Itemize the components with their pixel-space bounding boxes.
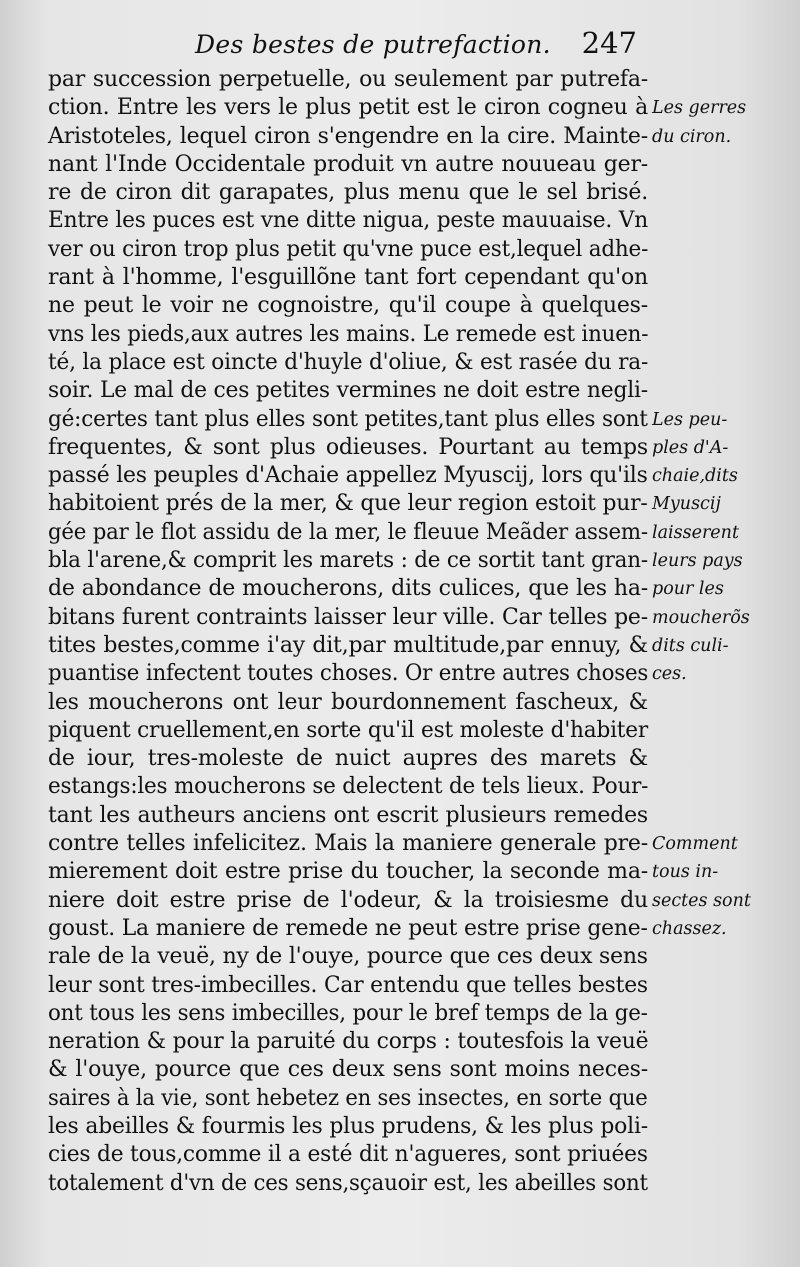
text-line: ne peut le voir ne cognoistre, qu'il coupe à quelques-: [48, 293, 648, 319]
text-line: neration & pour la paruité du corps : toutesfois la veuë: [48, 1029, 649, 1055]
text-line: nant l'Inde Occidentale produit vn autre nouueau ger-: [48, 151, 648, 177]
margin-note-line: Comment: [652, 834, 738, 855]
text-line: bitans furent contraints laisser leur ville. Car telles pe-: [48, 604, 648, 630]
margin-note: [652, 406, 792, 689]
margin-note-line: chaie,dits: [652, 466, 738, 487]
text-line: tites bestes,comme i'ay dit,par multitude,par ennuy, &: [48, 632, 648, 658]
main-text-column: [48, 66, 648, 1198]
margin-note-line: sectes sont: [652, 890, 751, 911]
text-line: les abeilles & fourmis les plus prudens, & les plus poli-: [48, 1113, 648, 1139]
margin-note-line: du ciron.: [652, 126, 732, 147]
margin-note-line: chassez.: [652, 918, 727, 939]
text-line: rale de la veuë, ny de l'ouye, pource que ces deux sens: [48, 944, 648, 970]
margin-note-line: tous in-: [652, 862, 719, 883]
margin-note-line: dits culi-: [652, 635, 729, 656]
margin-note-line: ples d'A-: [652, 437, 729, 458]
text-line: estangs:les moucherons se delectent de tels lieux. Pour-: [48, 774, 649, 800]
text-line: de abondance de moucherons, dits culices, que les ha-: [48, 576, 648, 602]
margin-note-line: pour les: [652, 579, 724, 600]
text-line: & l'ouye, pource que ces deux sens sont moins neces-: [48, 1057, 648, 1083]
text-line: té, la place est oincte d'huyle d'oliue, & est rasée du ra-: [48, 349, 649, 375]
text-line: de iour, tres-moleste de nuict aupres des marets &: [48, 746, 648, 772]
text-line: goust. La maniere de remede ne peut estre prise gene-: [48, 915, 648, 941]
margin-note: [652, 830, 792, 943]
text-line: niere doit estre prise de l'odeur, & la troisiesme du: [48, 887, 648, 913]
text-line: par succession perpetuelle, ou seulement par putrefa-: [48, 67, 648, 92]
text-line: totalement d'vn de ces sens,sçauoir est, les abeilles sont: [48, 1170, 648, 1196]
text-line: les moucherons ont leur bourdonnement fascheux, &: [48, 689, 648, 715]
margin-note-line: Les peu-: [652, 409, 728, 430]
text-line: Aristoteles, lequel ciron s'engendre en la cire. Mainte-: [48, 123, 648, 149]
text-line: mierement doit estre prise du toucher, la seconde ma-: [48, 859, 648, 885]
margin-note-line: laisserent: [652, 522, 739, 543]
margin-note: [652, 94, 792, 151]
margin-note-line: ces.: [652, 664, 687, 685]
margin-note-line: leurs pays: [652, 551, 743, 572]
text-line: soir. Le mal de ces petites vermines ne doit estre negli-: [48, 378, 648, 404]
text-line: cies de tous,comme il a esté dit n'agueres, sont priuées: [48, 1142, 648, 1168]
text-line: habitoient prés de la mer, & que leur region estoit pur-: [48, 491, 648, 517]
text-line: saires à la vie, sont hebetez en ses insectes, en sorte que: [48, 1085, 648, 1111]
text-line: leur sont tres-imbecilles. Car entendu que telles bestes: [48, 972, 648, 998]
text-line: vns les pieds,aux autres les mains. Le remede est inuen-: [48, 321, 649, 347]
text-line: ver ou ciron trop plus petit qu'vne puce est,lequel adhe-: [48, 236, 649, 262]
margin-note-line: moucherõs: [652, 607, 750, 628]
text-line: passé les peuples d'Achaie appellez Myuscij, lors qu'ils: [48, 463, 648, 489]
text-line: piquent cruellement,en sorte qu'il est moleste d'habiter: [48, 717, 649, 743]
text-line: ont tous les sens imbecilles, pour le bref temps de la ge-: [48, 1000, 648, 1026]
page-number: 247: [581, 26, 637, 60]
text-line: gée par le flot assidu de la mer, le fleuue Meãder assem-: [48, 519, 648, 545]
text-line: contre telles infelicitez. Mais la maniere generale pre-: [48, 831, 648, 857]
text-line: gé:certes tant plus elles sont petites,tant plus elles sont: [48, 406, 648, 432]
text-line: frequentes, & sont plus odieuses. Pourtant au temps: [48, 434, 648, 460]
text-line: ction. Entre les vers le plus petit est le ciron cogneu à: [48, 95, 648, 121]
text-line: puantise infectent toutes choses. Or entre autres choses: [48, 661, 649, 687]
running-title: Des bestes de putrefaction.: [195, 30, 551, 59]
text-line: rant à l'homme, l'esguillõne tant fort cependant qu'on: [48, 265, 648, 291]
margin-note-line: Myuscij: [652, 494, 721, 515]
text-line: tant les autheurs anciens ont escrit plusieurs remedes: [48, 802, 648, 828]
page-header: [195, 26, 645, 66]
text-line: re de ciron dit garapates, plus menu que le sel brisé.: [48, 180, 648, 206]
text-line: bla l'arene,& comprit les marets : de ce sortit tant gran-: [48, 548, 648, 574]
text-line: Entre les puces est vne ditte nigua, peste mauuaise. Vn: [48, 208, 649, 234]
margin-note-line: Les gerres: [652, 98, 747, 119]
